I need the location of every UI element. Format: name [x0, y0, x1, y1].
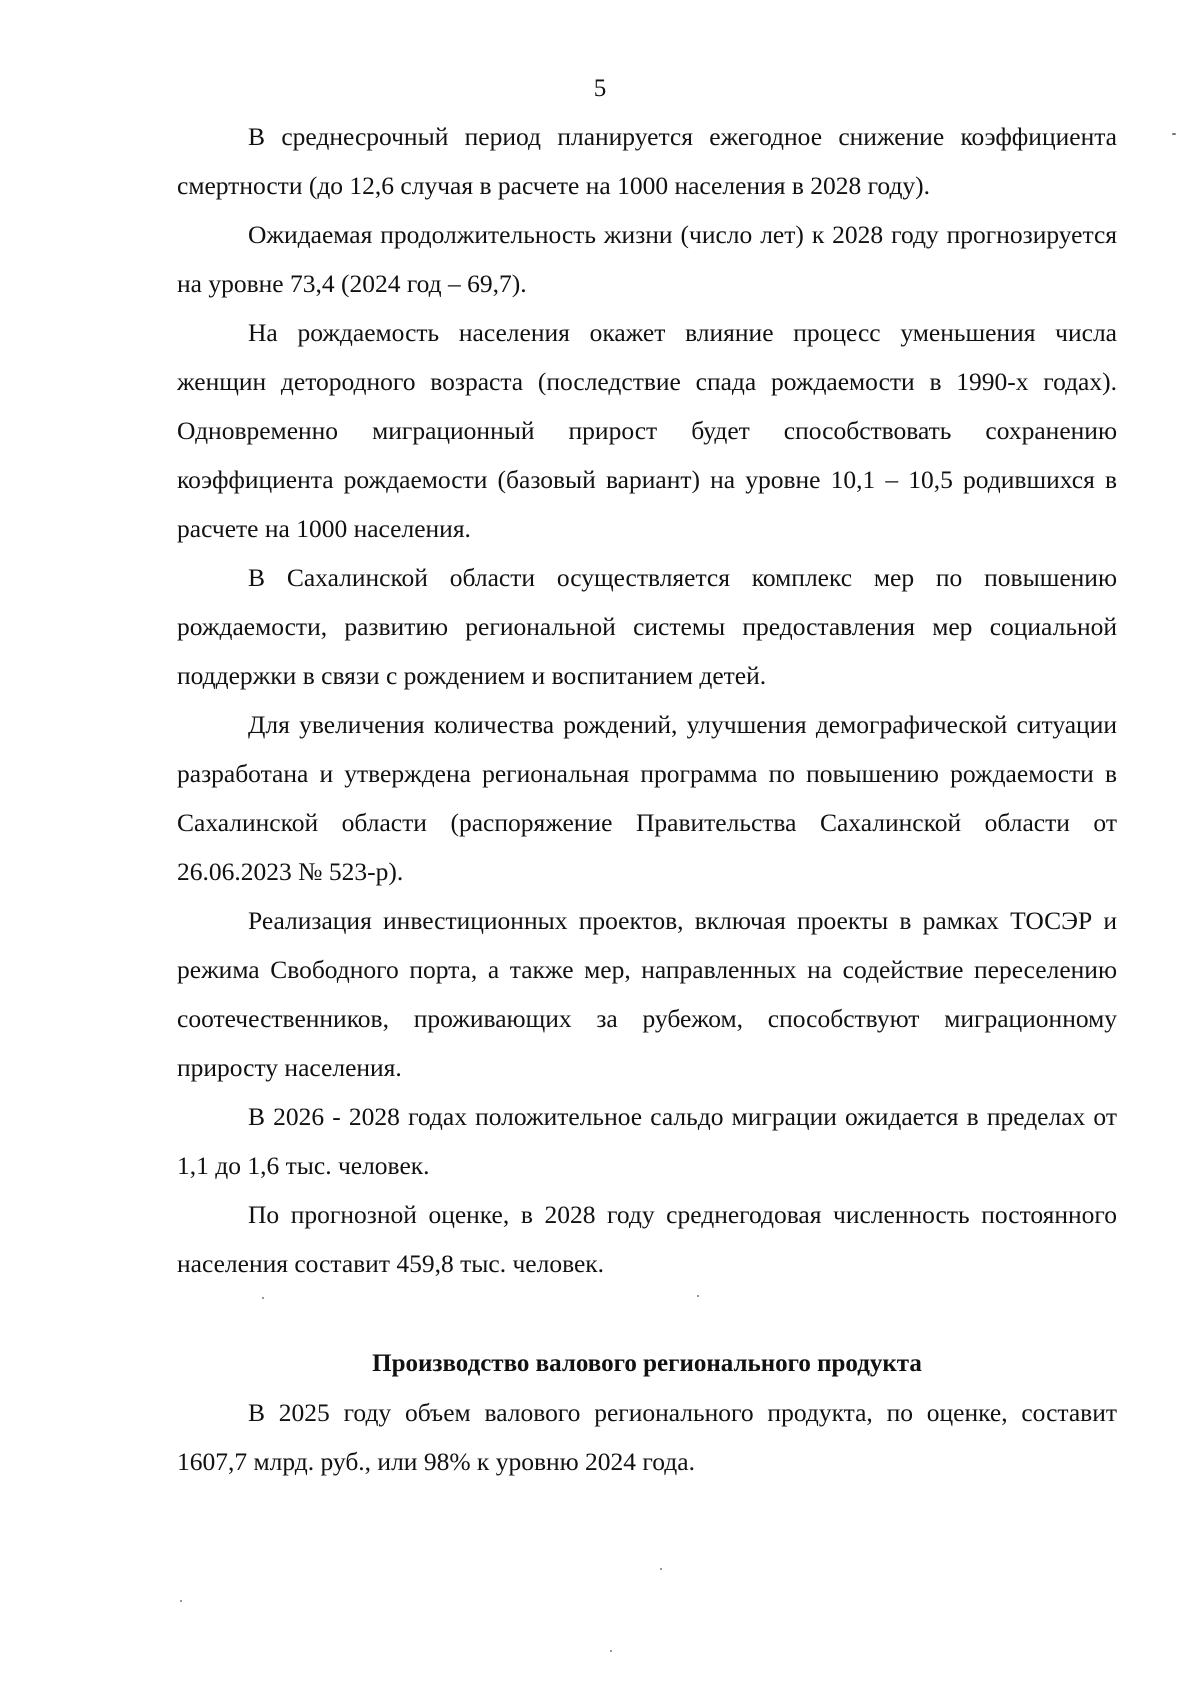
paragraph-grp-2025: В 2025 году объем валового регионального продукта, по оценке, составит 1607,7 млрд. руб., или 98% к уровню 2024 года.	[177, 1398, 1117, 1476]
paragraph-life-expectancy: Ожидаемая продолжительность жизни (число лет) к 2028 году прогнозируется на уровне 73,4 (2024 год – 69,7).	[177, 220, 1117, 298]
paragraph-migration-balance: В 2026 - 2028 годах положительное сальдо миграции ожидается в пределах от 1,1 до 1,6 тыс. человек.	[177, 1102, 1117, 1180]
page-body	[177, 112, 1117, 1486]
scan-speck	[660, 1568, 662, 1570]
page-number: 5	[593, 75, 607, 102]
scan-speck	[610, 1650, 612, 1652]
paragraph-mortality: В среднесрочный период планируется ежегодное снижение коэффициента смертности (до 12,6 случая в расчете на 1000 населения в 2028 году).	[177, 122, 1117, 200]
scan-speck	[262, 1297, 264, 1299]
paragraph-support-measures: В Сахалинской области осуществляется комплекс мер по повышению рождаемости, развитию региональной системы предоставления мер социальной поддержки в связи с рождением и воспитанием детей.	[177, 563, 1117, 690]
paragraph-birth-rate: На рождаемость населения окажет влияние процесс уменьшения числа женщин детородного возраста (последствие спада рождаемости в 1990-х годах). Одновременно миграционный прирост будет способствовать сохранению коэффициента рождаемости (базовый вариант) на уровне 10,1 – 10,5 родившихся в расчете на 1000 населения.	[177, 318, 1117, 543]
scan-speck	[697, 1295, 699, 1297]
scan-speck	[1172, 133, 1176, 135]
paragraph-regional-program: Для увеличения количества рождений, улучшения демографической ситуации разработана и утверждена региональная программа по повышению рождаемости в Сахалинской области (распоряжение Правительства Сахалинской области от 26.06.2023 № 523-р).	[177, 710, 1117, 886]
paragraph-investment-projects: Реализация инвестиционных проектов, включая проекты в рамках ТОСЭР и режима Свободного порта, а также мер, направленных на содействие переселению соотечественников, проживающих за рубежом, способствуют миграционному приросту населения.	[177, 906, 1117, 1082]
section-heading-grp: Производство валового регионального продукта	[372, 1350, 922, 1377]
paragraph-population-forecast: По прогнозной оценке, в 2028 году среднегодовая численность постоянного населения составит 459,8 тыс. человек.	[177, 1200, 1117, 1278]
scan-speck	[180, 1600, 182, 1602]
